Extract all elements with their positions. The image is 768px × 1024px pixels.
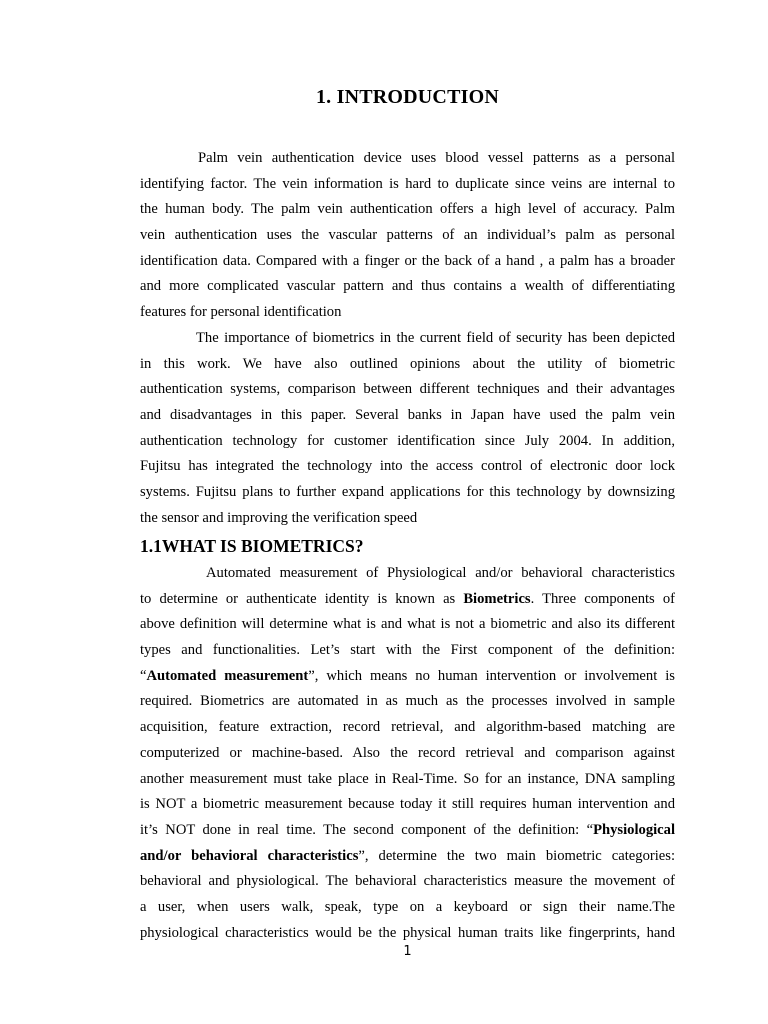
text-line: authentication technology for customer identification since July 2004. In addition, (140, 432, 675, 449)
text-line: the human body. The palm vein authentication offers a high level of accuracy. Palm (140, 201, 675, 218)
text-line: vein authentication uses the vascular patterns of an individual’s palm as personal (140, 227, 675, 244)
text-line: and more complicated vascular pattern and thus contains a wealth of differentiating (140, 278, 675, 295)
text-line: systems. Fujitsu plans to further expand applications for this technology by downsizing (140, 484, 675, 501)
text-run: . Three components of (530, 590, 675, 607)
text-run: “ (140, 667, 147, 684)
text-line: authentication systems, comparison between different techniques and their advantages (140, 381, 675, 398)
text-line: a user, when users walk, speak, type on a keyboard or sign their name.The (140, 898, 675, 915)
text-run: it’s NOT done in real time. The second component of the definition: “ (140, 821, 594, 838)
text-line: is NOT a biometric measurement because today it still requires human intervention and (140, 796, 675, 813)
section-heading: 1.1WHAT IS BIOMETRICS? (140, 536, 364, 556)
page-number: 1 (403, 944, 412, 959)
text-line: The importance of biometrics in the current field of security has been depicted (196, 330, 675, 346)
text-line: another measurement must take place in Real-Time. So for an instance, DNA sampling (140, 770, 675, 787)
text-line (140, 587, 675, 613)
text-line: in this work. We have also outlined opinions about the utility of biometric (140, 355, 675, 372)
text-line (140, 844, 675, 870)
text-line: identification data. Compared with a finger or the back of a hand , a palm has a broader (140, 252, 675, 269)
text-line: behavioral and physiological. The behavioral characteristics measure the movement of (140, 873, 675, 890)
text-line: required. Biometrics are automated in as much as the processes involved in sample (140, 693, 675, 710)
bold-term: and/or behavioral characteristics (140, 847, 359, 864)
text-line: identifying factor. The vein information is hard to duplicate since veins are internal to (140, 175, 675, 192)
text-line (140, 664, 675, 690)
text-line: computerized or machine-based. Also the record retrieval and comparison against (140, 744, 675, 761)
chapter-title: 1. INTRODUCTION (315, 86, 500, 108)
bold-term: Physiological (593, 821, 675, 838)
text-line: physiological characteristics would be the physical human traits like fingerprints, hand (140, 924, 675, 941)
text-line: the sensor and improving the verification speed (140, 509, 418, 526)
text-line: Automated measurement of Physiological and/or behavioral characteristics (206, 565, 675, 581)
text-line: and disadvantages in this paper. Several banks in Japan have used the palm vein (140, 407, 675, 424)
text-line: Palm vein authentication device uses blood vessel patterns as a personal (198, 150, 675, 166)
text-line: types and functionalities. Let’s start with the First component of the definition: (140, 642, 675, 659)
text-line: above definition will determine what is and what is not a biometric and also its different (140, 616, 675, 633)
text-line: acquisition, feature extraction, record retrieval, and algorithm-based matching are (140, 719, 675, 736)
text-line: Fujitsu has integrated the technology into the access control of electronic door lock (140, 458, 675, 475)
text-run: ”, determine the two main biometric categories: (358, 847, 675, 864)
bold-term: Automated measurement (146, 667, 309, 684)
paragraph-biometrics (140, 561, 675, 946)
text-run: to determine or authenticate identity is known as (140, 590, 464, 607)
bold-term: Biometrics (463, 590, 531, 607)
paragraph-intro (140, 146, 675, 326)
document-page (140, 0, 675, 1024)
text-run: ”, which means no human intervention or involvement is (308, 667, 675, 684)
text-line: features for personal identification (140, 304, 342, 321)
text-line (140, 818, 675, 844)
paragraph-importance (140, 326, 675, 532)
